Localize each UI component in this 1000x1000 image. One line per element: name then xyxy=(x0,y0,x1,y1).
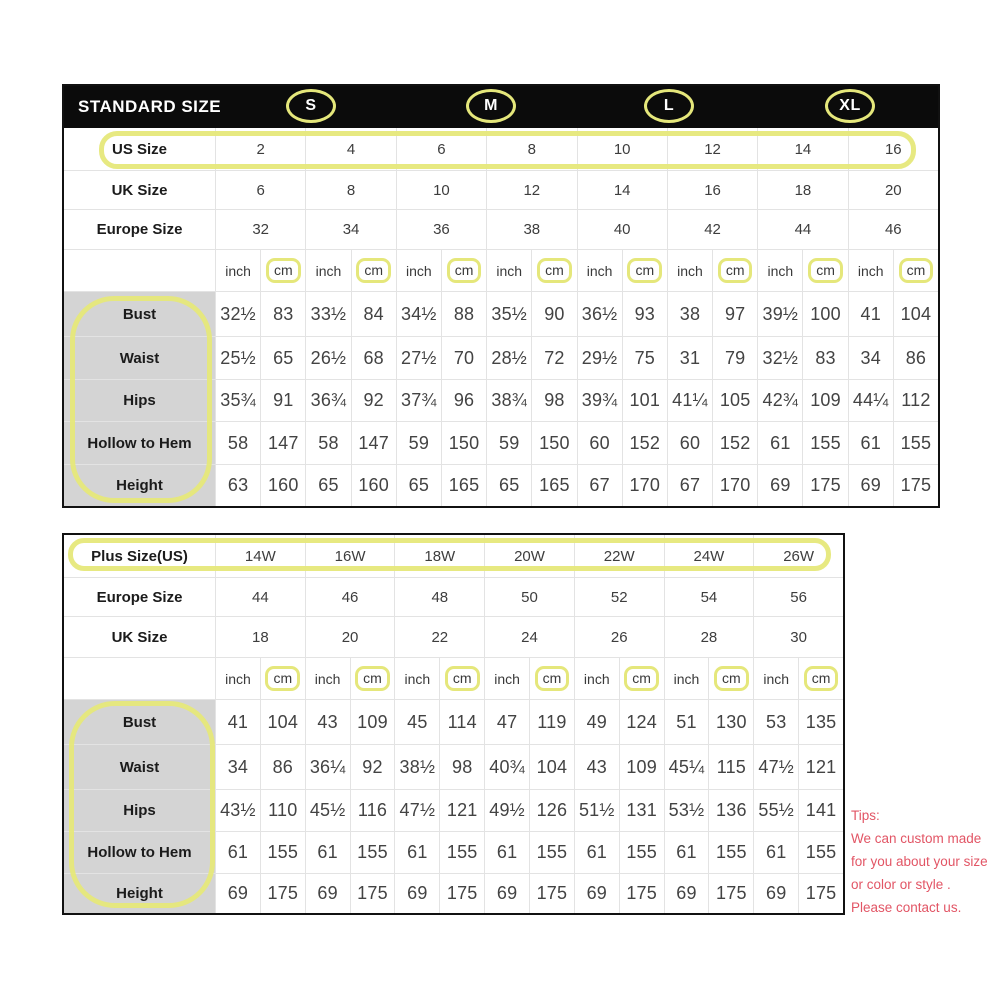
row-label: Europe Size xyxy=(96,588,183,606)
value-cell: 69 xyxy=(664,874,709,913)
cm-highlight-box: cm xyxy=(355,666,390,691)
value-cell: 105 xyxy=(712,380,757,421)
table-row-uk-size xyxy=(64,170,938,209)
tips-line-1: We can custom made xyxy=(851,831,982,846)
value-cell: 70 xyxy=(441,337,486,379)
unit-cm-cell xyxy=(708,658,753,699)
value-cell: 92 xyxy=(350,745,395,789)
value-cell: 58 xyxy=(215,422,260,464)
value-cell: 69 xyxy=(484,874,529,913)
value-cell: 47½ xyxy=(394,790,439,831)
unit-cm-cell xyxy=(531,250,576,291)
value-cell: 175 xyxy=(619,874,664,913)
value-cell: 88 xyxy=(441,292,486,336)
value-cell: 69 xyxy=(848,465,893,506)
value-cell: 37¾ xyxy=(396,380,441,421)
value-cell: 61 xyxy=(305,832,350,873)
row-label: Europe Size xyxy=(96,221,183,238)
value-cell: 155 xyxy=(802,422,847,464)
value-cell: 36¼ xyxy=(305,745,350,789)
value-cell: 165 xyxy=(531,465,576,506)
value-cell: 104 xyxy=(260,700,305,744)
value-cell: 104 xyxy=(893,292,938,336)
value-cell: 31 xyxy=(667,337,712,379)
value-cell: 44 xyxy=(215,578,305,616)
value-cell: 116 xyxy=(350,790,395,831)
unit-cm-cell xyxy=(619,658,664,699)
table-row-height xyxy=(64,464,938,506)
size-xl-badge: XL xyxy=(825,89,875,123)
cm-highlight-box: cm xyxy=(808,258,843,283)
table-row-units xyxy=(64,249,938,291)
unit-inch-cell: inch xyxy=(577,250,622,291)
value-cell: 155 xyxy=(798,832,843,873)
value-cell: 67 xyxy=(577,465,622,506)
row-label: US Size xyxy=(111,140,168,158)
value-cell: 29½ xyxy=(577,337,622,379)
value-cell: 34 xyxy=(305,210,395,249)
unit-inch-cell: inch xyxy=(305,250,350,291)
value-cell: 155 xyxy=(708,832,753,873)
value-cell: 61 xyxy=(484,832,529,873)
value-cell: 12 xyxy=(486,171,576,209)
value-cell: 79 xyxy=(712,337,757,379)
table-row-us-size xyxy=(64,128,938,170)
value-cell: 56 xyxy=(753,578,843,616)
value-cell: 10 xyxy=(577,128,667,170)
unit-cm-cell xyxy=(622,250,667,291)
unit-inch-cell: inch xyxy=(848,250,893,291)
table-row-height xyxy=(64,873,843,913)
value-cell: 6 xyxy=(396,128,486,170)
value-cell: 175 xyxy=(439,874,484,913)
value-cell: 114 xyxy=(439,700,484,744)
custom-made-tips xyxy=(851,804,988,919)
value-cell: 175 xyxy=(893,465,938,506)
value-cell: 100 xyxy=(802,292,847,336)
value-cell: 14 xyxy=(757,128,847,170)
value-cell: 93 xyxy=(622,292,667,336)
cm-highlight-box: cm xyxy=(266,258,301,283)
value-cell: 42 xyxy=(667,210,757,249)
tips-title: Tips: xyxy=(851,808,880,823)
value-cell: 136 xyxy=(708,790,753,831)
value-cell: 110 xyxy=(260,790,305,831)
value-cell: 18 xyxy=(215,617,305,657)
value-cell: 43 xyxy=(305,700,350,744)
table-row-waist xyxy=(64,744,843,789)
value-cell: 6 xyxy=(215,171,305,209)
value-cell: 65 xyxy=(396,465,441,506)
row-label: Height xyxy=(64,874,215,913)
cm-highlight-box: cm xyxy=(535,666,570,691)
value-cell: 46 xyxy=(848,210,938,249)
unit-cm-cell xyxy=(802,250,847,291)
table-row-hips xyxy=(64,789,843,831)
unit-inch-cell: inch xyxy=(305,658,350,699)
value-cell: 26W xyxy=(753,535,843,577)
value-cell: 72 xyxy=(531,337,576,379)
value-cell: 69 xyxy=(574,874,619,913)
standard-size-table xyxy=(62,84,940,508)
table-row-uk-size xyxy=(64,616,843,657)
value-cell: 20 xyxy=(305,617,395,657)
value-cell: 16 xyxy=(667,171,757,209)
table-row-hollow-to-hem xyxy=(64,421,938,464)
value-cell: 86 xyxy=(260,745,305,789)
value-cell: 41 xyxy=(848,292,893,336)
unit-inch-cell: inch xyxy=(396,250,441,291)
row-label: Hips xyxy=(64,790,215,831)
value-cell: 46 xyxy=(305,578,395,616)
value-cell: 175 xyxy=(350,874,395,913)
table-row-waist xyxy=(64,336,938,379)
row-label xyxy=(64,658,215,699)
value-cell: 12 xyxy=(667,128,757,170)
value-cell: 28½ xyxy=(486,337,531,379)
standard-size-title: STANDARD SIZE xyxy=(78,97,222,116)
value-cell: 147 xyxy=(260,422,305,464)
unit-inch-cell: inch xyxy=(215,658,260,699)
value-cell: 170 xyxy=(712,465,757,506)
value-cell: 26 xyxy=(574,617,664,657)
value-cell: 141 xyxy=(798,790,843,831)
value-cell: 150 xyxy=(441,422,486,464)
value-cell: 44 xyxy=(757,210,847,249)
value-cell: 61 xyxy=(394,832,439,873)
value-cell: 38 xyxy=(486,210,576,249)
value-cell: 121 xyxy=(798,745,843,789)
value-cell: 175 xyxy=(260,874,305,913)
cm-highlight-box: cm xyxy=(265,666,300,691)
value-cell: 41¼ xyxy=(667,380,712,421)
value-cell: 34 xyxy=(215,745,260,789)
tips-line-3: or color or style . xyxy=(851,877,951,892)
unit-cm-cell xyxy=(439,658,484,699)
value-cell: 38¾ xyxy=(486,380,531,421)
value-cell: 65 xyxy=(486,465,531,506)
value-cell: 51 xyxy=(664,700,709,744)
value-cell: 61 xyxy=(574,832,619,873)
row-label: UK Size xyxy=(111,181,168,199)
value-cell: 155 xyxy=(350,832,395,873)
value-cell: 84 xyxy=(351,292,396,336)
cm-highlight-box: cm xyxy=(899,258,934,283)
tips-line-2: for you about your size xyxy=(851,854,988,869)
value-cell: 69 xyxy=(753,874,798,913)
value-cell: 155 xyxy=(619,832,664,873)
value-cell: 40¾ xyxy=(484,745,529,789)
value-cell: 34 xyxy=(848,337,893,379)
value-cell: 69 xyxy=(757,465,802,506)
value-cell: 32½ xyxy=(757,337,802,379)
value-cell: 26½ xyxy=(305,337,350,379)
row-label: Waist xyxy=(64,337,215,379)
value-cell: 43½ xyxy=(215,790,260,831)
value-cell: 25½ xyxy=(215,337,260,379)
row-label: Waist xyxy=(64,745,215,789)
unit-inch-cell: inch xyxy=(215,250,260,291)
value-cell: 61 xyxy=(664,832,709,873)
value-cell: 121 xyxy=(439,790,484,831)
value-cell: 96 xyxy=(441,380,486,421)
value-cell: 160 xyxy=(260,465,305,506)
value-cell: 90 xyxy=(531,292,576,336)
cm-highlight-box: cm xyxy=(718,258,753,283)
value-cell: 45 xyxy=(394,700,439,744)
cm-highlight-box: cm xyxy=(804,666,839,691)
unit-cm-cell xyxy=(260,658,305,699)
value-cell: 160 xyxy=(351,465,396,506)
value-cell: 8 xyxy=(305,171,395,209)
value-cell: 130 xyxy=(708,700,753,744)
value-cell: 69 xyxy=(394,874,439,913)
value-cell: 45½ xyxy=(305,790,350,831)
value-cell: 69 xyxy=(305,874,350,913)
value-cell: 175 xyxy=(708,874,753,913)
value-cell: 18W xyxy=(394,535,484,577)
value-cell: 91 xyxy=(260,380,305,421)
table-row-bust xyxy=(64,291,938,336)
value-cell: 175 xyxy=(802,465,847,506)
value-cell: 109 xyxy=(802,380,847,421)
value-cell: 131 xyxy=(619,790,664,831)
value-cell: 16 xyxy=(848,128,938,170)
value-cell: 83 xyxy=(802,337,847,379)
size-l-badge: L xyxy=(644,89,694,123)
value-cell: 98 xyxy=(531,380,576,421)
row-label: Bust xyxy=(64,292,215,336)
unit-cm-cell xyxy=(260,250,305,291)
value-cell: 165 xyxy=(441,465,486,506)
value-cell: 54 xyxy=(664,578,754,616)
cm-highlight-box: cm xyxy=(624,666,659,691)
plus-size-table xyxy=(62,533,845,915)
value-cell: 34½ xyxy=(396,292,441,336)
value-cell: 59 xyxy=(396,422,441,464)
value-cell: 115 xyxy=(708,745,753,789)
unit-cm-cell xyxy=(712,250,757,291)
value-cell: 75 xyxy=(622,337,667,379)
value-cell: 83 xyxy=(260,292,305,336)
unit-inch-cell: inch xyxy=(484,658,529,699)
unit-inch-cell: inch xyxy=(664,658,709,699)
value-cell: 126 xyxy=(529,790,574,831)
value-cell: 155 xyxy=(260,832,305,873)
value-cell: 38 xyxy=(667,292,712,336)
value-cell: 14 xyxy=(577,171,667,209)
value-cell: 36½ xyxy=(577,292,622,336)
table-row-hips xyxy=(64,379,938,421)
unit-inch-cell: inch xyxy=(753,658,798,699)
value-cell: 109 xyxy=(350,700,395,744)
row-label xyxy=(64,250,215,291)
value-cell: 24 xyxy=(484,617,574,657)
value-cell: 69 xyxy=(215,874,260,913)
cm-highlight-box: cm xyxy=(627,258,662,283)
table-row-europe-size xyxy=(64,577,843,616)
value-cell: 175 xyxy=(529,874,574,913)
value-cell: 38½ xyxy=(394,745,439,789)
value-cell: 2 xyxy=(215,128,305,170)
value-cell: 22W xyxy=(574,535,664,577)
value-cell: 150 xyxy=(531,422,576,464)
value-cell: 36¾ xyxy=(305,380,350,421)
value-cell: 119 xyxy=(529,700,574,744)
value-cell: 4 xyxy=(305,128,395,170)
value-cell: 109 xyxy=(619,745,664,789)
unit-inch-cell: inch xyxy=(394,658,439,699)
value-cell: 30 xyxy=(753,617,843,657)
value-cell: 63 xyxy=(215,465,260,506)
unit-inch-cell: inch xyxy=(574,658,619,699)
value-cell: 39½ xyxy=(757,292,802,336)
value-cell: 61 xyxy=(848,422,893,464)
value-cell: 65 xyxy=(260,337,305,379)
value-cell: 52 xyxy=(574,578,664,616)
value-cell: 92 xyxy=(351,380,396,421)
value-cell: 50 xyxy=(484,578,574,616)
size-m-badge: M xyxy=(466,89,516,123)
row-label: Hips xyxy=(64,380,215,421)
value-cell: 112 xyxy=(893,380,938,421)
table-row-europe-size xyxy=(64,209,938,249)
value-cell: 67 xyxy=(667,465,712,506)
row-label: Hollow to Hem xyxy=(64,832,215,873)
value-cell: 147 xyxy=(351,422,396,464)
value-cell: 61 xyxy=(753,832,798,873)
value-cell: 135 xyxy=(798,700,843,744)
value-cell: 45¼ xyxy=(664,745,709,789)
value-cell: 16W xyxy=(305,535,395,577)
value-cell: 101 xyxy=(622,380,667,421)
unit-cm-cell xyxy=(893,250,938,291)
value-cell: 35¾ xyxy=(215,380,260,421)
value-cell: 14W xyxy=(215,535,305,577)
value-cell: 60 xyxy=(577,422,622,464)
value-cell: 152 xyxy=(712,422,757,464)
cm-highlight-box: cm xyxy=(445,666,480,691)
row-label: UK Size xyxy=(111,628,168,646)
value-cell: 40 xyxy=(577,210,667,249)
unit-inch-cell: inch xyxy=(667,250,712,291)
value-cell: 35½ xyxy=(486,292,531,336)
value-cell: 24W xyxy=(664,535,754,577)
value-cell: 47½ xyxy=(753,745,798,789)
cm-highlight-box: cm xyxy=(356,258,391,283)
table-row-bust xyxy=(64,699,843,744)
unit-cm-cell xyxy=(350,658,395,699)
value-cell: 41 xyxy=(215,700,260,744)
value-cell: 10 xyxy=(396,171,486,209)
value-cell: 36 xyxy=(396,210,486,249)
value-cell: 53 xyxy=(753,700,798,744)
value-cell: 20W xyxy=(484,535,574,577)
value-cell: 60 xyxy=(667,422,712,464)
value-cell: 55½ xyxy=(753,790,798,831)
value-cell: 22 xyxy=(394,617,484,657)
table-row-units xyxy=(64,657,843,699)
value-cell: 97 xyxy=(712,292,757,336)
table-row-plus-size xyxy=(64,535,843,577)
value-cell: 61 xyxy=(757,422,802,464)
value-cell: 58 xyxy=(305,422,350,464)
value-cell: 44¼ xyxy=(848,380,893,421)
table-row-hollow-to-hem xyxy=(64,831,843,873)
value-cell: 49 xyxy=(574,700,619,744)
row-label: Height xyxy=(64,465,215,506)
value-cell: 104 xyxy=(529,745,574,789)
value-cell: 59 xyxy=(486,422,531,464)
value-cell: 68 xyxy=(351,337,396,379)
value-cell: 27½ xyxy=(396,337,441,379)
tips-line-4: Please contact us. xyxy=(851,900,962,915)
value-cell: 32 xyxy=(215,210,305,249)
value-cell: 155 xyxy=(439,832,484,873)
value-cell: 61 xyxy=(215,832,260,873)
value-cell: 32½ xyxy=(215,292,260,336)
value-cell: 175 xyxy=(798,874,843,913)
cm-highlight-box: cm xyxy=(447,258,482,283)
value-cell: 43 xyxy=(574,745,619,789)
row-label: Bust xyxy=(64,700,215,744)
cm-highlight-box: cm xyxy=(714,666,749,691)
value-cell: 86 xyxy=(893,337,938,379)
row-label: Plus Size(US) xyxy=(91,547,188,565)
value-cell: 20 xyxy=(848,171,938,209)
value-cell: 47 xyxy=(484,700,529,744)
value-cell: 53½ xyxy=(664,790,709,831)
value-cell: 65 xyxy=(305,465,350,506)
value-cell: 51½ xyxy=(574,790,619,831)
value-cell: 33½ xyxy=(305,292,350,336)
unit-cm-cell xyxy=(441,250,486,291)
value-cell: 49½ xyxy=(484,790,529,831)
unit-cm-cell xyxy=(351,250,396,291)
value-cell: 98 xyxy=(439,745,484,789)
value-cell: 170 xyxy=(622,465,667,506)
value-cell: 48 xyxy=(394,578,484,616)
value-cell: 155 xyxy=(529,832,574,873)
value-cell: 42¾ xyxy=(757,380,802,421)
value-cell: 8 xyxy=(486,128,576,170)
value-cell: 124 xyxy=(619,700,664,744)
value-cell: 18 xyxy=(757,171,847,209)
value-cell: 155 xyxy=(893,422,938,464)
unit-inch-cell: inch xyxy=(757,250,802,291)
value-cell: 152 xyxy=(622,422,667,464)
unit-cm-cell xyxy=(529,658,574,699)
value-cell: 39¾ xyxy=(577,380,622,421)
size-s-badge: S xyxy=(286,89,336,123)
standard-size-header xyxy=(64,86,938,128)
value-cell: 28 xyxy=(664,617,754,657)
unit-cm-cell xyxy=(798,658,843,699)
cm-highlight-box: cm xyxy=(537,258,572,283)
row-label: Hollow to Hem xyxy=(64,422,215,464)
unit-inch-cell: inch xyxy=(486,250,531,291)
